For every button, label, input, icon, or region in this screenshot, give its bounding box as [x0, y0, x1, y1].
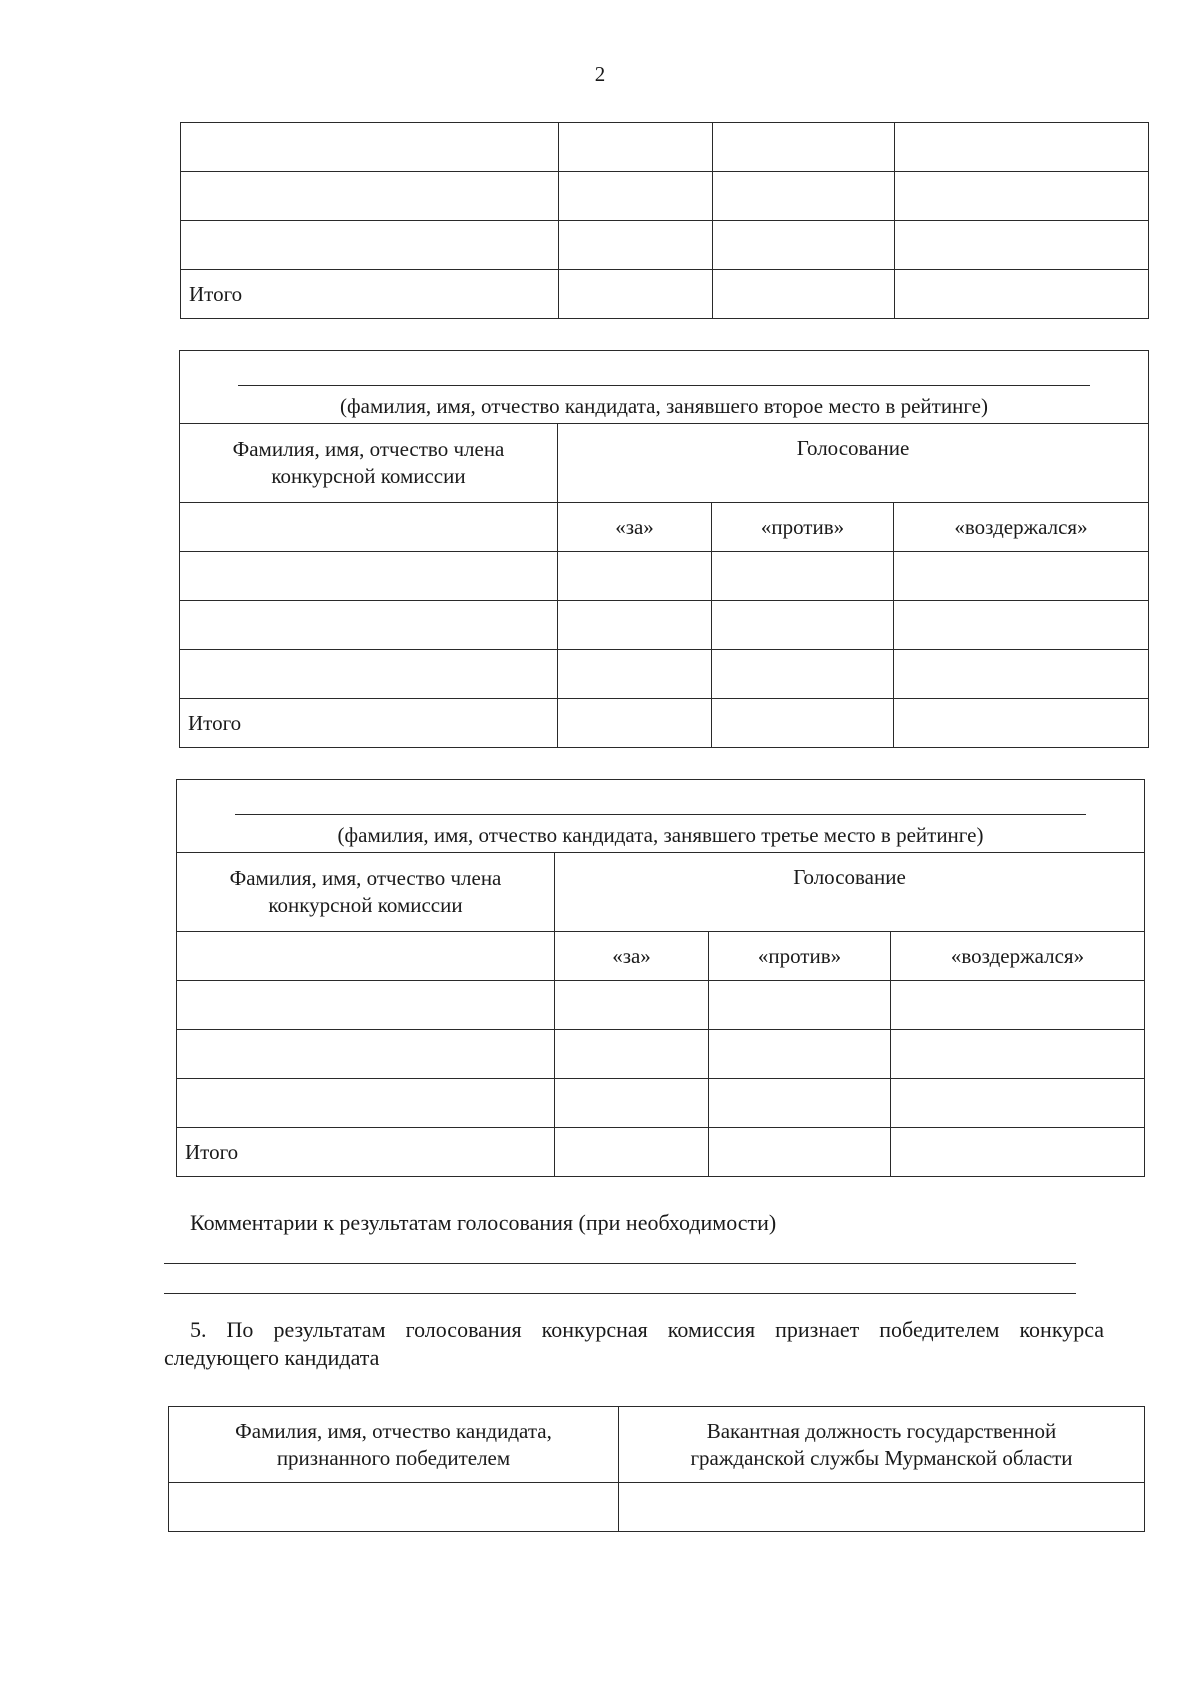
candidate-caption: (фамилия, имя, отчество кандидата, занявшего второе место в рейтинге) [340, 394, 988, 418]
total-abstained-cell [895, 270, 1149, 319]
total-row [177, 1128, 1145, 1177]
member-header: Фамилия, имя, отчество члена конкурсной комиссии [177, 853, 555, 932]
candidate-name-cell [180, 351, 1149, 424]
candidate-name-line [235, 814, 1086, 815]
vote-options-row [177, 932, 1145, 981]
table-row [169, 1483, 1145, 1532]
comment-line [164, 1263, 1076, 1264]
vote-against-cell [709, 981, 891, 1030]
candidate-name-cell [177, 780, 1145, 853]
vote-against-cell [713, 123, 895, 172]
vote-against-cell [709, 1030, 891, 1079]
total-row [180, 699, 1149, 748]
table-row [177, 1079, 1145, 1128]
vote-for-cell [558, 601, 712, 650]
header-row [169, 1407, 1145, 1483]
comments-label: Комментарии к результатам голосования (при необходимости) [190, 1210, 777, 1235]
vacant-position-header: Вакантная должность государственной гражданской службы Мурманской области [619, 1407, 1145, 1483]
voting-header: Голосование [555, 853, 1145, 932]
vote-abstained-header: «воздержался» [894, 503, 1149, 552]
voting-header: Голосование [558, 424, 1149, 503]
vote-abstained-cell [891, 1079, 1145, 1128]
table-winner [168, 1406, 1145, 1532]
vote-for-header: «за» [558, 503, 712, 552]
vote-abstained-cell [894, 552, 1149, 601]
vote-against-cell [709, 1079, 891, 1128]
vote-abstained-cell [895, 172, 1149, 221]
vote-for-cell [555, 1079, 709, 1128]
vote-abstained-cell [891, 981, 1145, 1030]
section-5-line-2: следующего кандидата [164, 1345, 380, 1370]
member-cell [177, 1030, 555, 1079]
table-row [181, 172, 1149, 221]
table-row [180, 601, 1149, 650]
member-cell [180, 650, 558, 699]
total-row [181, 270, 1149, 319]
candidate-row [180, 351, 1149, 424]
vote-against-cell [713, 172, 895, 221]
vote-against-cell [713, 221, 895, 270]
winner-name-cell [169, 1483, 619, 1532]
vote-against-header: «против» [709, 932, 891, 981]
total-label: Итого [181, 270, 559, 319]
member-cell [181, 123, 559, 172]
total-abstained-cell [894, 699, 1149, 748]
table-row [181, 221, 1149, 270]
total-for-cell [558, 699, 712, 748]
vote-abstained-cell [894, 601, 1149, 650]
vote-abstained-cell [894, 650, 1149, 699]
vote-options-row [180, 503, 1149, 552]
member-cell [181, 221, 559, 270]
vote-for-cell [559, 123, 713, 172]
vote-for-cell [559, 172, 713, 221]
vote-for-cell [558, 552, 712, 601]
candidate-row [177, 780, 1145, 853]
member-header: Фамилия, имя, отчество члена конкурсной комиссии [180, 424, 558, 503]
member-cell [177, 1079, 555, 1128]
winner-name-header: Фамилия, имя, отчество кандидата, признанного победителем [169, 1407, 619, 1483]
vote-for-header: «за» [555, 932, 709, 981]
member-cell [177, 932, 555, 981]
table-first-candidate-continuation [180, 122, 1149, 319]
vote-against-cell [712, 601, 894, 650]
total-for-cell [559, 270, 713, 319]
member-cell [180, 503, 558, 552]
header-row [180, 424, 1149, 503]
table-row [177, 1030, 1145, 1079]
vacant-position-cell [619, 1483, 1145, 1532]
vote-against-cell [712, 650, 894, 699]
total-label: Итого [180, 699, 558, 748]
table-row [180, 552, 1149, 601]
total-against-cell [709, 1128, 891, 1177]
member-cell [180, 552, 558, 601]
table-row [177, 981, 1145, 1030]
member-cell [177, 981, 555, 1030]
member-cell [181, 172, 559, 221]
header-row [177, 853, 1145, 932]
table-second-place [179, 350, 1149, 748]
total-abstained-cell [891, 1128, 1145, 1177]
total-for-cell [555, 1128, 709, 1177]
page-number: 2 [594, 62, 606, 86]
total-against-cell [713, 270, 895, 319]
vote-against-cell [712, 552, 894, 601]
section-5-paragraph [164, 1316, 1104, 1372]
vote-for-cell [555, 1030, 709, 1079]
table-row [180, 650, 1149, 699]
table-third-place [176, 779, 1145, 1177]
total-label: Итого [177, 1128, 555, 1177]
vote-for-cell [555, 981, 709, 1030]
vote-abstained-header: «воздержался» [891, 932, 1145, 981]
total-against-cell [712, 699, 894, 748]
vote-for-cell [559, 221, 713, 270]
candidate-name-line [238, 385, 1090, 386]
section-5-line-1: 5. По результатам голосования конкурсная комиссия признает победителем конкурса [190, 1317, 1104, 1342]
vote-for-cell [558, 650, 712, 699]
candidate-caption: (фамилия, имя, отчество кандидата, занявшего третье место в рейтинге) [337, 823, 984, 847]
vote-abstained-cell [891, 1030, 1145, 1079]
vote-abstained-cell [895, 123, 1149, 172]
member-cell [180, 601, 558, 650]
vote-against-header: «против» [712, 503, 894, 552]
table-row [181, 123, 1149, 172]
vote-abstained-cell [895, 221, 1149, 270]
comment-line [164, 1293, 1076, 1294]
